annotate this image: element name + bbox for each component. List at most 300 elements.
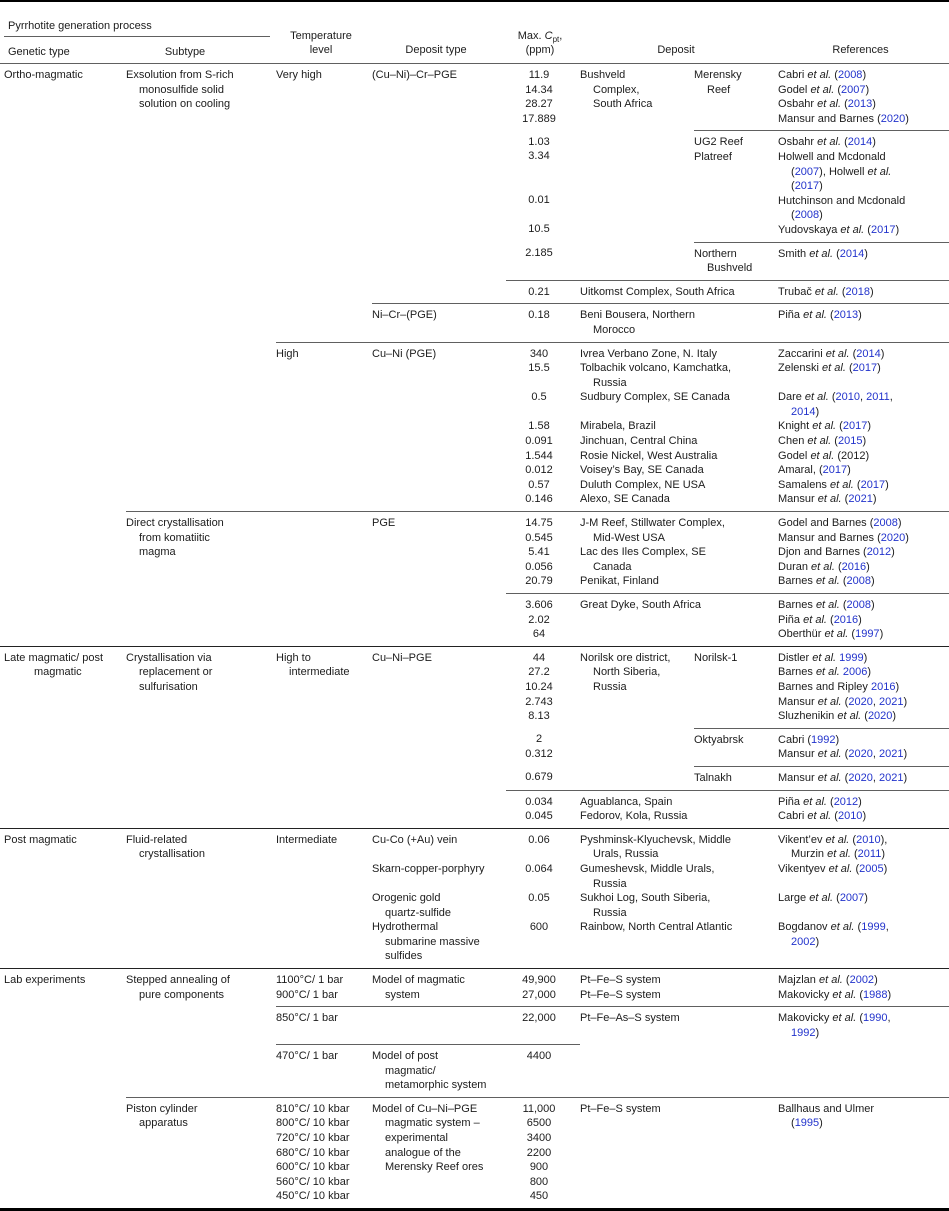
- reference-year-link[interactable]: 2007: [839, 892, 865, 905]
- italic-text: et al.: [840, 223, 865, 236]
- table-text-line: Barnes et al. 2006): [778, 666, 872, 679]
- cell-subtype: [126, 728, 276, 766]
- reference-year-link[interactable]: 2017: [852, 362, 878, 375]
- table-text-line: Chen et al. (2015): [778, 435, 867, 448]
- table-text-line: Cabri (1992): [778, 733, 840, 746]
- table-text-line: Intermediate: [276, 833, 338, 846]
- table-text-line: [372, 877, 500, 892]
- italic-text: et al.: [832, 988, 857, 1001]
- table-text-line: Sukhoi Log, South Siberia,: [580, 892, 711, 905]
- cell-temperature-level: [276, 1044, 372, 1097]
- table-text-line: Ni–Cr–(PGE): [372, 309, 437, 322]
- table-text-line: (Cu–Ni)–Cr–PGE: [372, 69, 457, 81]
- table-row: [0, 828, 949, 968]
- table-text-line: Oktyabrsk: [694, 733, 744, 746]
- reference-year-link[interactable]: 2008: [846, 599, 872, 611]
- reference-year-link[interactable]: 2014: [839, 247, 865, 260]
- table-text-line: South Africa: [593, 98, 653, 111]
- cell-max-cpt: [506, 1044, 580, 1097]
- table-text-line: UG2 Reef: [694, 136, 743, 149]
- cell-genetic-type: [0, 64, 126, 131]
- table-text-line: 28.27: [525, 98, 553, 111]
- reference-year-link[interactable]: 1997: [855, 628, 880, 641]
- cell-temperature-level: [276, 512, 372, 594]
- table-text-line: Fluid-related: [126, 833, 188, 846]
- cell-max-cpt: [506, 766, 580, 790]
- cell-sub-deposit: [694, 728, 778, 766]
- cell-deposit: [580, 1007, 778, 1045]
- italic-text: et al.: [804, 391, 829, 404]
- table-text-line: 600°C/ 10 kbar: [276, 1161, 350, 1174]
- cell-deposit-type: [372, 766, 506, 790]
- reference-year-link[interactable]: 2017: [870, 223, 896, 236]
- reference-year-link[interactable]: 2020: [880, 531, 906, 544]
- table-text-line: Morocco: [593, 323, 636, 336]
- cell-max-cpt: [506, 594, 580, 647]
- table-text-line: Reef: [707, 83, 731, 96]
- reference-year-link[interactable]: 2013: [847, 98, 873, 111]
- cell-references: [778, 280, 949, 304]
- italic-text: et al.: [807, 69, 832, 81]
- table-text-line: Mirabela, Brazil: [580, 420, 656, 433]
- cell-deposit: [580, 766, 694, 790]
- reference-year-link[interactable]: 2017: [860, 478, 886, 491]
- column-header-references: [778, 1, 949, 64]
- reference-year-link[interactable]: 2016: [833, 613, 859, 626]
- cell-max-cpt: [506, 64, 580, 131]
- table-text-line: Bogdanov et al. (1999,: [778, 921, 889, 934]
- italic-text: et al.: [807, 810, 832, 823]
- table-text-line: Deposit: [657, 44, 695, 57]
- cell-deposit-type: [372, 646, 506, 728]
- table-text-line: sulfides: [385, 950, 423, 963]
- table-text-line: 810°C/ 10 kbar: [276, 1102, 350, 1115]
- cell-subtype: [126, 242, 276, 280]
- reference-year-link[interactable]: 1992: [811, 733, 836, 746]
- cell-deposit: [580, 790, 778, 828]
- table-text-line: metamorphic system: [385, 1079, 487, 1092]
- italic-text: et al.: [817, 98, 842, 111]
- cell-subtype: [126, 766, 276, 790]
- cell-deposit-type: [372, 728, 506, 766]
- table-text-line: Russia: [593, 680, 627, 693]
- cell-max-cpt: [506, 131, 580, 242]
- table-text-line: 20.79: [525, 575, 553, 588]
- reference-year-link[interactable]: 2015: [837, 435, 863, 448]
- italic-text: et al.: [830, 921, 855, 934]
- table-text-line: Distler et al. 1999): [778, 651, 868, 664]
- table-text-line: Vikentyev et al. (2005): [778, 862, 888, 875]
- table-text-line: Russia: [593, 877, 627, 890]
- table-row: [0, 512, 949, 594]
- table-text-line: Yudovskaya et al. (2017): [778, 223, 900, 236]
- cell-temperature-level: [276, 790, 372, 828]
- table-row: [0, 1097, 949, 1209]
- table-text-line: 450: [529, 1190, 549, 1203]
- table-text-line: 8.13: [528, 710, 550, 723]
- cell-temperature-level: [276, 766, 372, 790]
- reference-year-link[interactable]: 2002: [849, 974, 875, 987]
- italic-text: et al.: [803, 795, 827, 808]
- reference-year-link[interactable]: 2021: [878, 695, 904, 708]
- reference-year-link[interactable]: 1999: [861, 921, 886, 934]
- table-text-line: apparatus: [139, 1117, 188, 1130]
- table-text-line: pure components: [139, 988, 224, 1001]
- table-text-line: 600: [529, 921, 549, 934]
- table-text-line: Temperature: [290, 29, 352, 42]
- table-text-line: 470°C/ 1 bar: [276, 1049, 338, 1062]
- table-text-line: [506, 877, 572, 892]
- table-text-line: 5.41: [528, 546, 550, 559]
- reference-year-link[interactable]: 2010: [835, 391, 860, 404]
- table-title: Pyrrhotite generation process: [8, 20, 152, 32]
- table-text-line: Samalens et al. (2017): [778, 478, 889, 491]
- cell-references: [778, 1007, 949, 1045]
- table-row: [0, 790, 949, 828]
- cell-deposit-type: [372, 594, 506, 647]
- italic-text: et al.: [822, 362, 846, 375]
- reference-year-link[interactable]: 2017: [822, 464, 848, 477]
- italic-text: et al.: [830, 478, 854, 491]
- table-text-line: [580, 405, 772, 420]
- table-text-line: 0.045: [525, 810, 553, 823]
- table-text-line: Model of post: [372, 1049, 439, 1062]
- table-text-line: (2007), Holwell et al.: [791, 165, 892, 178]
- cell-subtype: [126, 594, 276, 647]
- table-text-line: Djon and Barnes (2012): [778, 546, 895, 559]
- italic-text: et al.: [828, 862, 853, 875]
- table-text-line: Ballhaus and Ulmer: [778, 1102, 875, 1115]
- table-text-line: Alexo, SE Canada: [580, 493, 670, 506]
- cell-genetic-type: [0, 969, 126, 1007]
- table-text-line: 1.03: [528, 135, 550, 148]
- table-text-line: Piña et al. (2013): [778, 309, 862, 322]
- table-row: [0, 1007, 949, 1045]
- reference-year-link[interactable]: 2010: [837, 810, 863, 823]
- table-text-line: crystallisation: [139, 848, 206, 861]
- table-text-line: Oberthür et al. (1997): [778, 628, 884, 641]
- italic-text: et al.: [810, 83, 835, 96]
- table-text-line: High: [276, 347, 299, 360]
- table-text-line: 0.18: [528, 309, 550, 322]
- reference-year-link[interactable]: 2021: [878, 748, 904, 761]
- table-text-line: Cabri et al. (2010): [778, 810, 867, 823]
- reference-year-link[interactable]: 2016: [841, 560, 867, 573]
- reference-year-link[interactable]: 2020: [848, 748, 873, 761]
- reference-year-link[interactable]: 1999: [839, 651, 864, 664]
- table-text-line: Bushveld: [580, 69, 626, 81]
- cell-temperature-level: [276, 1097, 372, 1209]
- cell-temperature-level: [276, 280, 372, 304]
- table-text-line: PGE: [372, 517, 396, 530]
- cell-subtype: [126, 1007, 276, 1045]
- reference-year-link[interactable]: 2002: [791, 935, 816, 948]
- reference-year-link[interactable]: 2011: [866, 391, 890, 404]
- reference-year-link[interactable]: 2007: [841, 83, 866, 96]
- table-text-line: [506, 179, 572, 194]
- cell-temperature-level: [276, 1007, 372, 1045]
- cell-genetic-type: [0, 790, 126, 828]
- reference-year-link[interactable]: 2005: [859, 862, 884, 875]
- table-text-line: Osbahr et al. (2014): [778, 136, 876, 149]
- table-text-line: [372, 847, 500, 862]
- cell-deposit-type: [372, 342, 506, 512]
- cell-deposit-type: [372, 1007, 506, 1045]
- italic-text: C: [544, 29, 553, 42]
- header-row: [0, 1, 949, 64]
- cell-deposit: [580, 1044, 778, 1097]
- table-text-line: Duluth Complex, NE USA: [580, 478, 706, 491]
- table-row: [0, 242, 949, 280]
- cell-sub-deposit: [694, 242, 778, 280]
- italic-text: et al.: [803, 309, 827, 322]
- reference-year-link[interactable]: 2012: [866, 546, 892, 559]
- table-text-line: Crystallisation via: [126, 651, 212, 664]
- cell-references: [778, 828, 949, 968]
- table-text-line: Pt–Fe–S system: [580, 1102, 661, 1115]
- cell-genetic-type: [0, 594, 126, 647]
- table-text-line: Norilsk ore district,: [580, 651, 671, 664]
- table-text-line: 64: [532, 628, 546, 641]
- italic-text: et al.: [807, 435, 832, 448]
- reference-year-link[interactable]: 1988: [863, 988, 888, 1001]
- table-text-line: from komatiitic: [139, 531, 210, 544]
- cell-deposit: [580, 131, 694, 242]
- table-text-line: Rainbow, North Central Atlantic: [580, 921, 733, 934]
- table-text-line: Barnes et al. (2008): [778, 599, 875, 611]
- italic-text: et al.: [817, 493, 842, 506]
- italic-text: et al.: [867, 165, 892, 178]
- cell-deposit: [580, 594, 778, 647]
- table-text-line: [778, 877, 943, 892]
- italic-text: et al.: [809, 892, 834, 905]
- table-text-line: submarine massive: [385, 935, 480, 948]
- table-text-line: Dare et al. (2010, 2011,: [778, 391, 893, 404]
- cell-subtype: [126, 1097, 276, 1209]
- table-text-line: [506, 164, 572, 179]
- cell-references: [778, 766, 949, 790]
- table-text-line: 11,000: [522, 1102, 556, 1115]
- table-text-line: 0.5: [531, 391, 547, 404]
- table-text-line: Sudbury Complex, SE Canada: [580, 391, 730, 404]
- reference-year-link[interactable]: 2011: [857, 848, 882, 861]
- table-text-line: Majzlan et al. (2002): [778, 974, 878, 987]
- italic-text: et al.: [815, 575, 840, 588]
- table-text-line: 850°C/ 1 bar: [276, 1012, 338, 1025]
- italic-text: et al.: [817, 136, 842, 149]
- table-text-line: 2.02: [528, 613, 550, 626]
- reference-year-link[interactable]: 2014: [847, 136, 873, 149]
- table-text-line: 0.21: [528, 285, 550, 298]
- cell-sub-deposit: [694, 131, 778, 242]
- reference-year-link[interactable]: 2016: [870, 680, 896, 693]
- cell-deposit: [580, 1097, 778, 1209]
- reference-year-link[interactable]: 2008: [846, 575, 872, 588]
- table-row: [0, 1044, 949, 1097]
- column-header-deposit: [580, 1, 778, 64]
- table-text-line: Aguablanca, Spain: [580, 795, 673, 808]
- cell-genetic-type: [0, 646, 126, 728]
- cell-references: [778, 131, 949, 242]
- table-text-line: Mid-West USA: [593, 531, 665, 544]
- italic-text: et al.: [817, 748, 842, 761]
- cell-subtype: [126, 512, 276, 594]
- table-text-line: 2014): [791, 405, 820, 418]
- italic-text: et al.: [814, 285, 839, 298]
- reference-year-link[interactable]: 2021: [848, 493, 873, 506]
- reference-year-link[interactable]: 2010: [856, 833, 881, 846]
- table-text-line: 1992): [791, 1026, 820, 1039]
- cell-deposit: [580, 304, 778, 342]
- reference-year-link[interactable]: 2021: [878, 771, 904, 784]
- reference-year-link[interactable]: 2018: [845, 285, 870, 298]
- cell-genetic-type: [0, 242, 126, 280]
- table-text-line: Trubač et al. (2018): [778, 285, 874, 298]
- reference-year-link[interactable]: 2020: [867, 710, 893, 723]
- cell-references: [778, 728, 949, 766]
- italic-text: et al.: [811, 560, 835, 573]
- table-text-line: Mansur et al. (2021): [778, 493, 877, 506]
- table-text-line: Duran et al. (2016): [778, 560, 870, 573]
- italic-text: et al.: [832, 1012, 857, 1025]
- cell-genetic-type: [0, 728, 126, 766]
- table-text-line: 0.312: [525, 747, 553, 760]
- reference-year-link[interactable]: 1992: [791, 1026, 816, 1039]
- column-header-max-cpt: [506, 1, 580, 64]
- table-text-line: Lac des Iles Complex, SE: [580, 546, 706, 559]
- subheader-row: [4, 36, 270, 63]
- cell-max-cpt: [506, 342, 580, 512]
- table-text-line: Orogenic gold: [372, 892, 441, 905]
- table-text-line: Ortho-magmatic: [4, 69, 83, 81]
- cell-deposit-type: [372, 1044, 506, 1097]
- cell-genetic-type: [0, 512, 126, 594]
- reference-year-link[interactable]: 2017: [842, 420, 868, 433]
- table-text-line: Penikat, Finland: [580, 575, 659, 588]
- table-text-line: Piston cylinder: [126, 1102, 198, 1115]
- table-text-line: 0.034: [525, 795, 553, 808]
- table-text-line: 800°C/ 10 kbar: [276, 1117, 350, 1130]
- cell-subtype: [126, 304, 276, 342]
- table-text-line: Barnes et al. (2008): [778, 575, 875, 588]
- reference-year-link[interactable]: 2008: [837, 69, 863, 81]
- reference-year-link[interactable]: 2020: [848, 771, 873, 784]
- italic-text: et al.: [818, 974, 843, 987]
- cell-deposit: [580, 728, 694, 766]
- reference-year-link[interactable]: 2013: [833, 309, 859, 322]
- table-text-line: Godel et al. (2007): [778, 83, 870, 96]
- table-text-line: 2002): [791, 935, 820, 948]
- reference-year-link[interactable]: 2008: [794, 209, 820, 222]
- table-text-line: (2008): [791, 209, 823, 222]
- cell-deposit: [580, 64, 694, 131]
- table-text-line: 1.544: [525, 449, 553, 462]
- table-text-line: 27.2: [528, 666, 550, 679]
- table-text-line: sulfurisation: [139, 680, 198, 693]
- reference-year-link[interactable]: 2014: [791, 405, 816, 418]
- cell-deposit: [580, 512, 778, 594]
- table-text-line: Makovicky et al. (1990,: [778, 1012, 891, 1025]
- cell-genetic-type: [0, 1044, 126, 1097]
- italic-text: et al.: [817, 771, 842, 784]
- cell-temperature-level: [276, 342, 372, 512]
- table-text-line: 0.545: [525, 531, 553, 544]
- table-text-line: Skarn-copper-porphyry: [372, 862, 485, 875]
- italic-text: et al.: [825, 833, 850, 846]
- cell-deposit: [580, 646, 694, 728]
- table-text-line: 11.9: [528, 69, 550, 81]
- table-text-line: Sluzhenikin et al. (2020): [778, 710, 897, 723]
- table-text-line: Rosie Nickel, West Australia: [580, 449, 718, 462]
- cell-subtype: [126, 969, 276, 1007]
- reference-year-link[interactable]: 1990: [863, 1012, 888, 1025]
- table-text-line: 2.743: [525, 695, 553, 708]
- header-genetic-subtype: [0, 1, 276, 64]
- reference-year-link[interactable]: 2012: [833, 795, 859, 808]
- table-text-line: 15.5: [528, 362, 550, 375]
- cell-references: [778, 304, 949, 342]
- reference-year-link[interactable]: 2014: [856, 347, 881, 360]
- table-text-line: 2.185: [525, 247, 553, 260]
- reference-year-link[interactable]: 2017: [794, 180, 820, 193]
- cell-deposit-type: [372, 1097, 506, 1209]
- cell-max-cpt: [506, 969, 580, 1007]
- table-text-line: 1.58: [528, 420, 550, 433]
- table-text-line: Uitkomst Complex, South Africa: [580, 285, 735, 298]
- table-text-line: 2200: [526, 1146, 552, 1159]
- reference-year-link[interactable]: 1995: [794, 1117, 820, 1130]
- table-text-line: [506, 208, 572, 223]
- reference-year-link[interactable]: 2020: [880, 112, 906, 125]
- italic-text: et al.: [815, 666, 840, 679]
- cell-max-cpt: [506, 828, 580, 968]
- table-text-line: 27,000: [522, 988, 556, 1001]
- table-text-line: 1100°C/ 1 bar: [276, 974, 344, 987]
- reference-year-link[interactable]: 2020: [848, 695, 873, 708]
- column-header-deposit-type: [372, 1, 506, 64]
- table-text-line: experimental: [385, 1131, 448, 1144]
- cell-temperature-level: [276, 242, 372, 280]
- table-text-line: [506, 405, 572, 420]
- cell-max-cpt: [506, 790, 580, 828]
- table-row: [0, 304, 949, 342]
- cell-references: [778, 342, 949, 512]
- reference-year-link[interactable]: 2007: [794, 165, 820, 178]
- reference-year-link[interactable]: 2008: [873, 517, 898, 530]
- table-text-line: Pyshminsk-Klyuchevsk, Middle: [580, 833, 731, 846]
- cell-deposit: [580, 242, 694, 280]
- table-text-line: 800: [529, 1175, 549, 1188]
- cell-temperature-level: [276, 64, 372, 131]
- italic-text: et al.: [812, 420, 837, 433]
- table-text-line: 0.06: [528, 833, 550, 846]
- table-row: [0, 64, 949, 131]
- table-row: [0, 594, 949, 647]
- table-text-line: 450°C/ 10 kbar: [276, 1190, 350, 1203]
- cell-subtype: [126, 646, 276, 728]
- reference-year-link[interactable]: 2006: [842, 666, 868, 679]
- table-text-line: intermediate: [289, 666, 350, 679]
- table-text-line: Platreef: [694, 150, 732, 163]
- table-text-line: Stepped annealing of: [126, 974, 230, 987]
- cell-deposit: [580, 828, 778, 968]
- cell-max-cpt: [506, 512, 580, 594]
- table-text-line: North Siberia,: [593, 666, 661, 679]
- table-text-line: 900°C/ 1 bar: [276, 988, 338, 1001]
- table-text-line: monosulfide solid: [139, 83, 224, 96]
- cell-sub-deposit: [694, 64, 778, 131]
- table-text-line: Model of Cu–Ni–PGE: [372, 1102, 478, 1115]
